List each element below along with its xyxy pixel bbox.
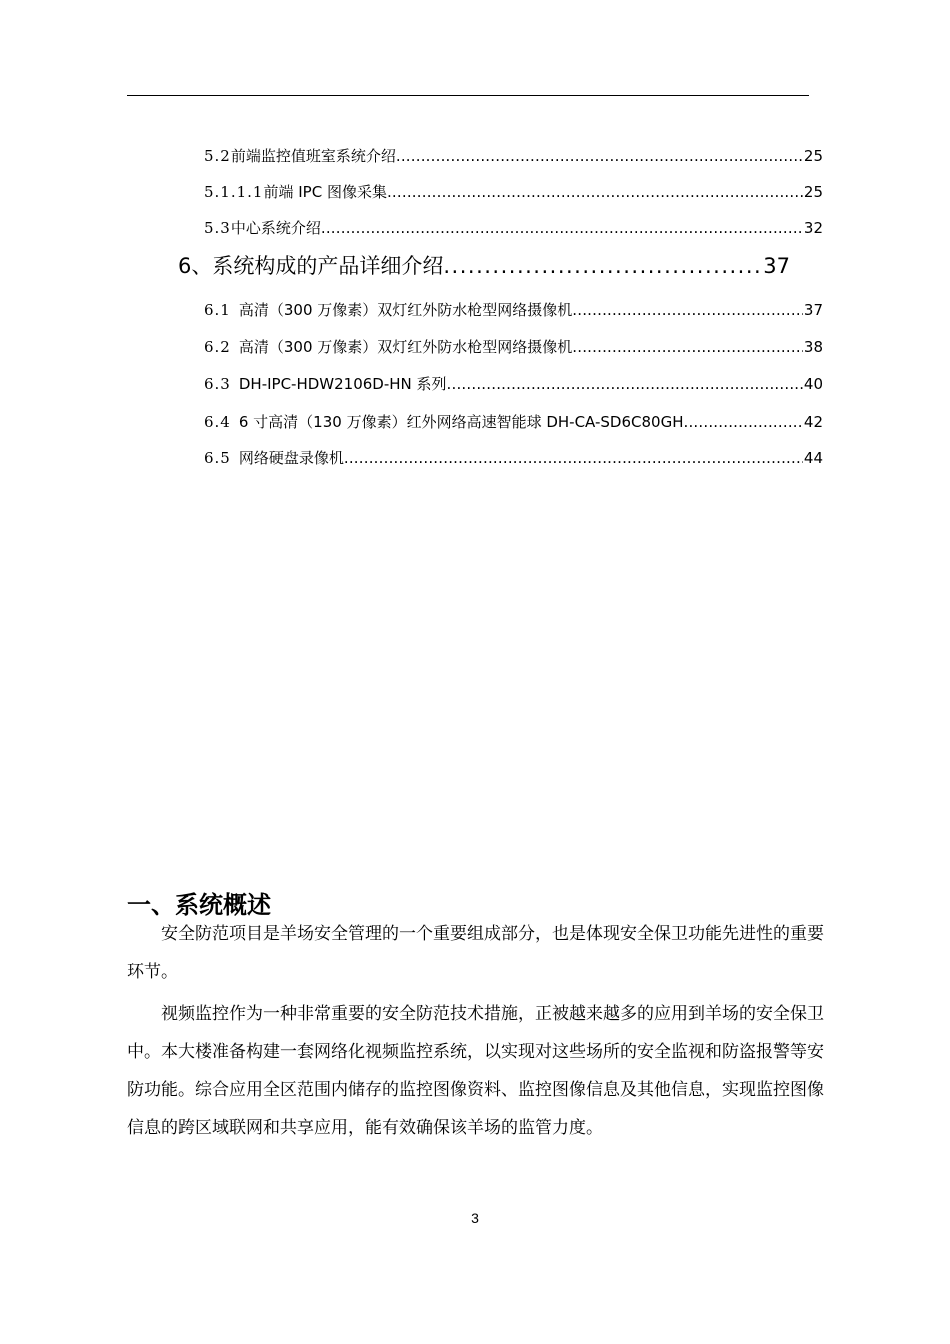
toc-entry-6-4[interactable]: [204, 411, 823, 432]
toc-entry-number: 6.1: [204, 301, 231, 319]
toc-entry-number: 6.5: [204, 449, 231, 467]
toc-leader-dots: [572, 338, 803, 356]
toc-entry-title: 系统构成的产品详细介绍: [212, 254, 444, 278]
toc-leader-dots: [344, 449, 803, 467]
toc-entry-6-1[interactable]: [204, 299, 823, 320]
toc-entry-page: 37: [803, 301, 823, 319]
toc-entry-6-2[interactable]: [204, 336, 823, 357]
toc-entry-number: 6.2: [204, 338, 231, 356]
toc-entry-title: 前端 IPC 图像采集: [263, 183, 387, 201]
toc-entry-chapter-6[interactable]: [178, 250, 790, 280]
header-rule: [127, 95, 809, 96]
toc-entry-page: 44: [803, 449, 823, 467]
toc-entry-number: 5.3: [204, 219, 231, 237]
toc-entry-6-5[interactable]: [204, 447, 823, 468]
toc-entry-6-3[interactable]: [204, 373, 823, 394]
page-number: 3: [471, 1210, 479, 1226]
toc-entry-number: 6、: [178, 254, 213, 278]
toc-entry-page: 38: [803, 338, 823, 356]
toc-entry-title: 高清（300 万像素）双灯红外防水枪型网络摄像机: [238, 301, 573, 319]
toc-entry-page: 25: [803, 147, 823, 165]
toc-leader-dots: [443, 254, 763, 278]
toc-entry-number: 6.4: [204, 413, 231, 431]
toc-leader-dots: [447, 375, 803, 393]
toc-entry-number: 5.2: [204, 147, 231, 165]
toc-entry-title: 6 寸高清（130 万像素）红外网络高速智能球 DH-CA-SD6C80GH: [238, 413, 684, 431]
toc-leader-dots: [396, 147, 803, 165]
toc-entry-title: 前端监控值班室系统介绍: [230, 147, 396, 165]
toc-entry-number: 5.1.1.1: [204, 183, 264, 201]
toc-entry-5-1-1-1[interactable]: [204, 181, 823, 202]
toc-leader-dots: [387, 183, 803, 201]
toc-leader-dots: [572, 301, 803, 319]
toc-entry-title: DH-IPC-HDW2106D-HN 系列: [238, 375, 447, 393]
toc-leader-dots: [321, 219, 803, 237]
toc-leader-dots: [683, 413, 802, 431]
toc-entry-title: 高清（300 万像素）双灯红外防水枪型网络摄像机: [238, 338, 573, 356]
section-heading: 一、系统概述: [127, 890, 271, 919]
toc-entry-number: 6.3: [204, 375, 231, 393]
body-paragraph: 视频监控作为一种非常重要的安全防范技术措施，正被越来越多的应用到羊场的安全保卫中。本大楼准备构建一套网络化视频监控系统，以实现对这些场所的安全监视和防盗报警等安防功能。综合应用全区范围内储存的监控图像资料、监控图像信息及其他信息，实现监控图像信息的跨区域联网和共享应用，能有效确保该羊场的监管力度。: [127, 1004, 824, 1138]
toc-entry-page: 42: [803, 413, 823, 431]
toc-entry-page: 40: [803, 375, 823, 393]
toc-entry-5-2[interactable]: [204, 145, 823, 166]
toc-entry-page: 37: [763, 254, 790, 278]
toc-entry-title: 中心系统介绍: [230, 219, 321, 237]
toc-entry-page: 25: [803, 183, 823, 201]
toc-entry-page: 32: [803, 219, 823, 237]
body-paragraph: 安全防范项目是羊场安全管理的一个重要组成部分，也是体现安全保卫功能先进性的重要环节。: [127, 924, 824, 982]
toc-entry-title: 网络硬盘录像机: [238, 449, 344, 467]
toc-entry-5-3[interactable]: [204, 217, 823, 238]
